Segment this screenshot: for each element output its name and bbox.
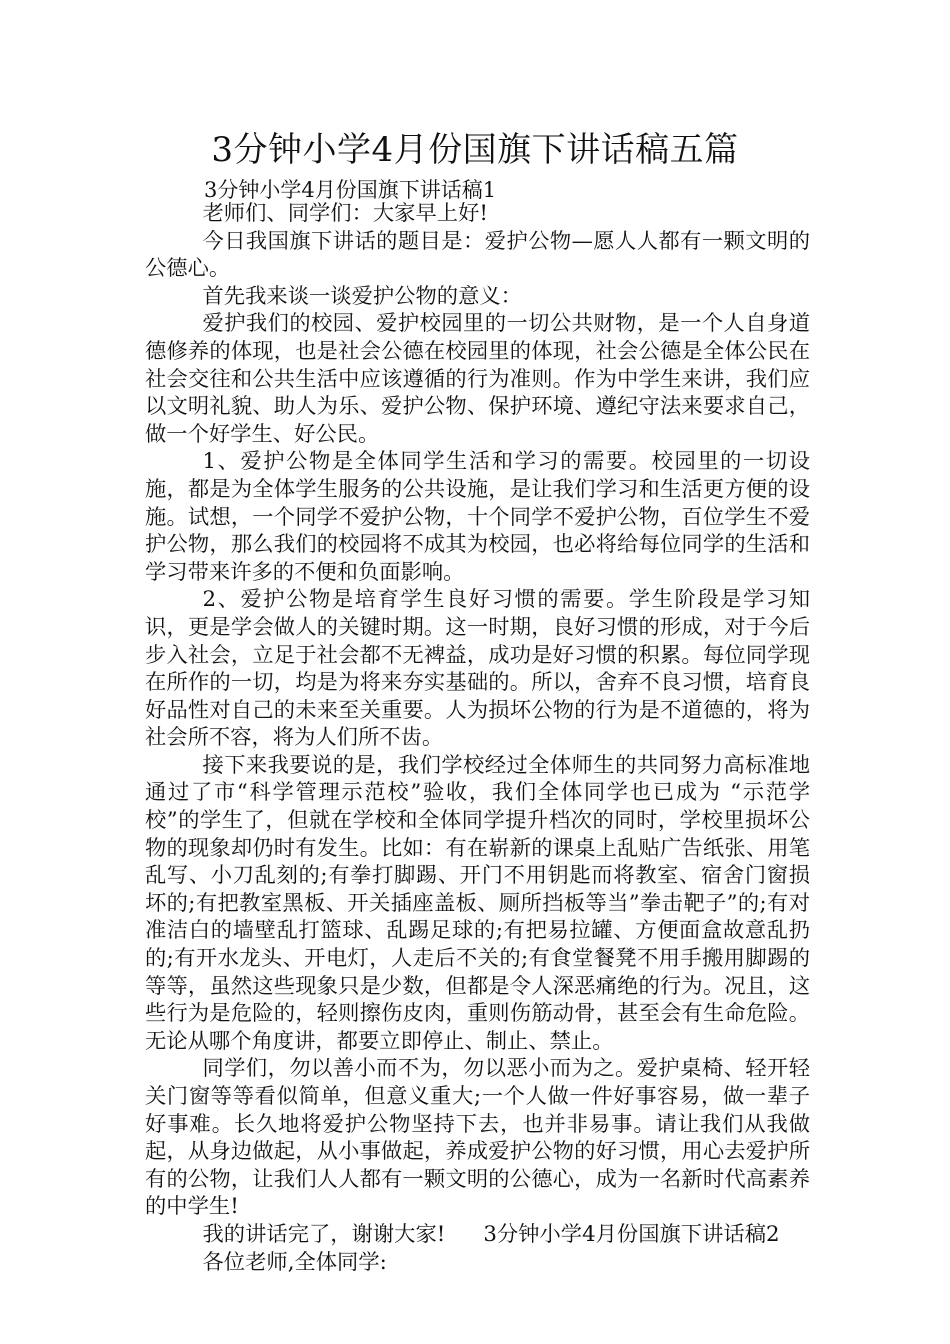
appeal-paragraph: 同学们，勿以善小而不为，勿以恶小而为之。爱护桌椅、轻开轻关门窗等等看似简单，但意义重大;一个人做一件好事容易，做一辈子好事难。长久地将爱护公物坚持下去，也并非易事。请让我们从我做起，从身边做起，从小事做起，养成爱护公物的好习惯，用心去爱护所有的公物，让我们人人都有一颗文明的公德心，成为一名新时代高素养的中学生!	[145, 1056, 810, 1220]
document-title: 3分钟小学4月份国旗下讲话稿五篇	[211, 130, 739, 170]
speech-2-heading: 3分钟小学4月份国旗下讲话稿2	[483, 1221, 780, 1247]
greeting-paragraph: 老师们、同学们：大家早上好!	[202, 201, 488, 226]
closing-paragraph	[145, 1221, 810, 1249]
meaning-paragraph: 爱护我们的校园、爱护校园里的一切公共财物，是一个人自身道德修养的体现，也是社会公德在校园里的体现，社会公德是全体公民在社会交往和公共生活中应该遵循的行为准则。作为中学生来讲，我们应以文明礼貌、助人为乐、爱护公物、保护环境、遵纪守法来要求自己，做一个好学生、好公民。	[145, 311, 810, 447]
point-1-paragraph: 1、爱护公物是全体同学生活和学习的需要。校园里的一切设施，都是为全体学生服务的公共设施，是让我们学习和生活更方便的设施。试想，一个同学不爱护公物，十个同学不爱护公物，百位学生不爱护公物，那么我们的校园将不成其为校园，也必将给每位同学的生活和学习带来许多的不便和负面影响。	[145, 449, 810, 585]
closing-text: 我的讲话完了，谢谢大家!	[202, 1221, 446, 1247]
intro-paragraph: 首先我来谈一谈爱护公物的意义：	[202, 283, 522, 309]
speech-2-greeting: 各位老师,全体同学:	[202, 1249, 387, 1275]
point-2-paragraph: 2、爱护公物是培育学生良好习惯的需要。学生阶段是学习知识，更是学会做人的关键时期。这一时期，良好习惯的形成，对于今后步入社会，立足于社会都不无裨益，成功是好习惯的积累。每位同学现在所作的一切，均是为将来夯实基础的。所以，舍弃不良习惯，培育良好品性对自己的未来至关重要。人为损坏公物的行为是不道德的，将为社会所不容，将为人们所不齿。	[145, 587, 810, 751]
examples-paragraph: 接下来我要说的是，我们学校经过全体师生的共同努力高标准地通过了市“科学管理示范校”验收，我们全体同学也已成为 “示范学校”的学生了，但就在学校和全体同学提升档次的同时，学校里损坏公物的现象却仍时有发生。比如：有在崭新的课桌上乱贴广告纸张、用笔乱写、小刀乱刻的;有拳打脚踢、开门不用钥匙而将教室、宿舍门窗损坏的;有把教室黑板、开关插座盖板、厕所挡板等当”拳击靶子”的;有对准洁白的墙壁乱打篮球、乱踢足球的;有把易拉罐、方便面盒故意乱扔的;有开水龙头、开电灯，人走后不关的;有食堂餐凳不用手搬用脚踢的等等，虽然这些现象只是少数，但都是令人深恶痛绝的行为。况且，这些行为是危险的，轻则擦伤皮肉，重则伤筋动骨，甚至会有生命危险。无论从哪个角度讲，都要立即停止、制止、禁止。	[145, 752, 810, 1054]
topic-paragraph: 今日我国旗下讲话的题目是：爱护公物—愿人人都有一颗文明的公德心。	[145, 228, 810, 282]
speech-1-heading: 3分钟小学4月份国旗下讲话稿1	[204, 178, 497, 202]
document-body	[145, 200, 810, 1276]
